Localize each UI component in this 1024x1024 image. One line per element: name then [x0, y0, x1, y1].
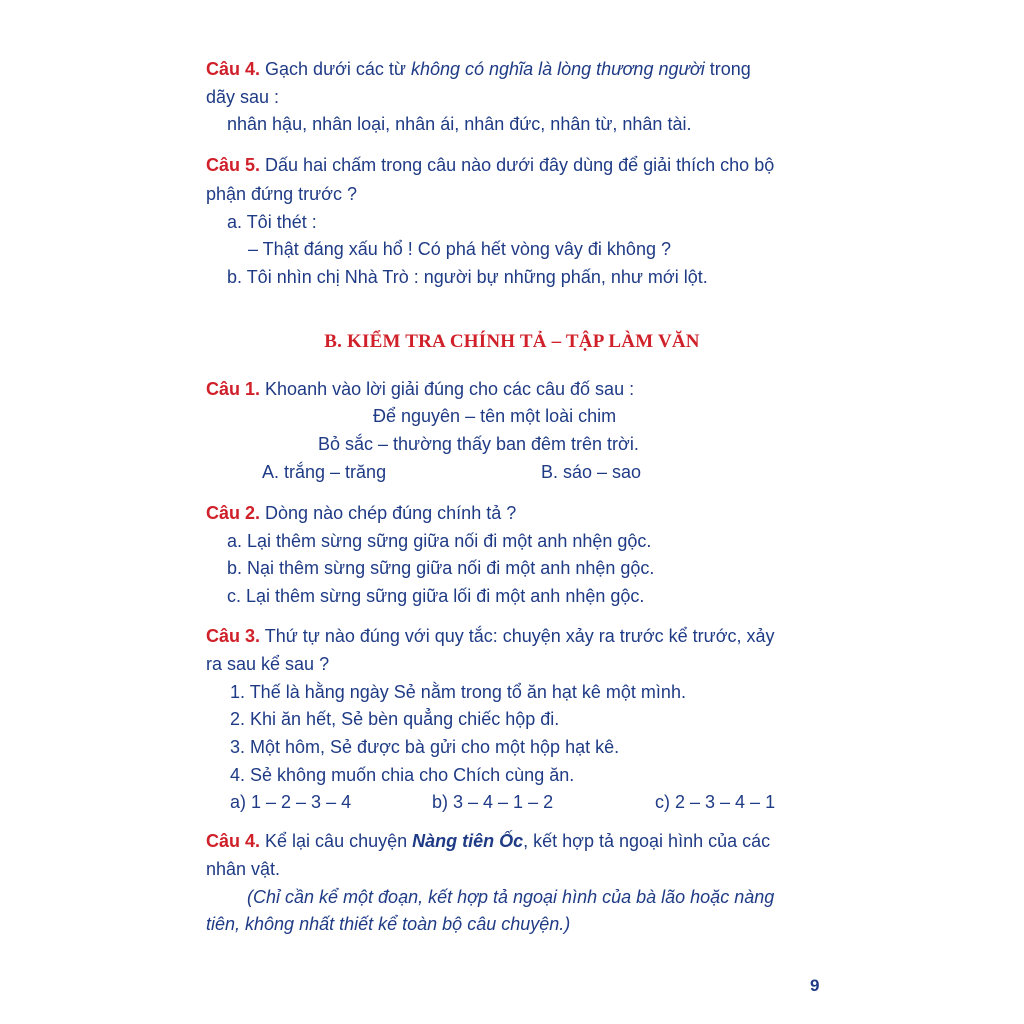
b-q1-label: Câu 1.: [206, 379, 261, 399]
b-q1-line1: [206, 378, 634, 400]
b-q2-option-b: b. Nại thêm sừng sững giữa nối đi một anh nhện gộc.: [227, 558, 655, 578]
b-q3-answer-a: a) 1 – 2 – 3 – 4: [230, 792, 352, 812]
b-q3-item3: 3. Một hôm, Sẻ được bà gửi cho một hộp hạt kê.: [230, 737, 620, 757]
b-q1-riddle-line2: Bỏ sắc – thường thấy ban đêm trên trời.: [318, 434, 639, 454]
b-q3-item4: 4. Sẻ không muốn chia cho Chích cùng ăn.: [230, 765, 575, 785]
b-q3-label: Câu 3.: [206, 626, 261, 646]
b-q3-answer-b: b) 3 – 4 – 1 – 2: [432, 792, 554, 812]
b-q1-option-a: A. trắng – trăng: [262, 462, 387, 482]
a-q5-option-b: b. Tôi nhìn chị Nhà Trò : người bự những phấn, như mới lột.: [227, 267, 708, 287]
b-q4-note-line2: tiên, không nhất thiết kể toàn bộ câu chuyện.): [206, 914, 571, 934]
a-q4-text-before: Gạch dưới các từ: [260, 59, 411, 79]
a-q5-line2: phận đứng trước ?: [206, 184, 357, 204]
b-q4-note-line1: (Chỉ cần kể một đoạn, kết hợp tả ngoại hình của bà lão hoặc nàng: [247, 887, 775, 907]
a-q5-line1: [206, 154, 774, 176]
b-q3-line1: [206, 625, 775, 647]
b-q2-option-a: a. Lại thêm sừng sững giữa nối đi một anh nhện gộc.: [227, 531, 652, 551]
b-q2-label: Câu 2.: [206, 503, 261, 523]
a-q5-label: Câu 5.: [206, 155, 261, 175]
b-q4-line1: [206, 830, 770, 852]
a-q4-text-italic: không có nghĩa là lòng thương người: [410, 59, 705, 79]
a-q5-option-a-quote: – Thật đáng xấu hổ ! Có phá hết vòng vây đi không ?: [248, 239, 671, 259]
a-q4-words: nhân hậu, nhân loại, nhân ái, nhân đức, nhân từ, nhân tài.: [227, 114, 692, 134]
a-q4-line1: [206, 58, 751, 80]
b-q1-option-b: B. sáo – sao: [541, 462, 642, 482]
b-q1-text: Khoanh vào lời giải đúng cho các câu đố sau :: [260, 379, 635, 399]
page-number: 9: [810, 976, 820, 995]
b-q4-line2: nhân vật.: [206, 859, 281, 879]
b-q4-text-after: , kết hợp tả ngoại hình của các: [523, 831, 771, 851]
a-q4-line2: dãy sau :: [206, 87, 280, 107]
b-q3-answer-c: c) 2 – 3 – 4 – 1: [655, 792, 776, 812]
b-q3-item2: 2. Khi ăn hết, Sẻ bèn quẳng chiếc hộp đi.: [230, 709, 560, 729]
b-q4-story-title: Nàng tiên Ốc: [412, 831, 524, 851]
b-q1-riddle-line1: Để nguyên – tên một loài chim: [373, 406, 617, 426]
b-q4-label: Câu 4.: [206, 831, 261, 851]
b-q3-text: Thứ tự nào đúng với quy tắc: chuyện xảy ra trước kể trước, xảy: [260, 626, 775, 646]
b-q2-option-c: c. Lại thêm sừng sững giữa lối đi một anh nhện gộc.: [227, 586, 645, 606]
section-heading: B. KIỂM TRA CHÍNH TẢ – TẬP LÀM VĂN: [324, 331, 700, 352]
a-q4-label: Câu 4.: [206, 59, 261, 79]
b-q4-text-before: Kể lại câu chuyện: [260, 831, 413, 851]
a-q5-text: Dấu hai chấm trong câu nào dưới đây dùng để giải thích cho bộ: [260, 155, 775, 175]
a-q4-text-after: trong: [704, 59, 751, 79]
b-q2-text: Dòng nào chép đúng chính tả ?: [260, 503, 517, 523]
a-q5-option-a: a. Tôi thét :: [227, 212, 317, 232]
b-q3-line2: ra sau kể sau ?: [206, 654, 330, 674]
b-q2-line1: [206, 502, 516, 524]
b-q3-item1: 1. Thế là hằng ngày Sẻ nằm trong tổ ăn hạt kê một mình.: [230, 682, 686, 702]
